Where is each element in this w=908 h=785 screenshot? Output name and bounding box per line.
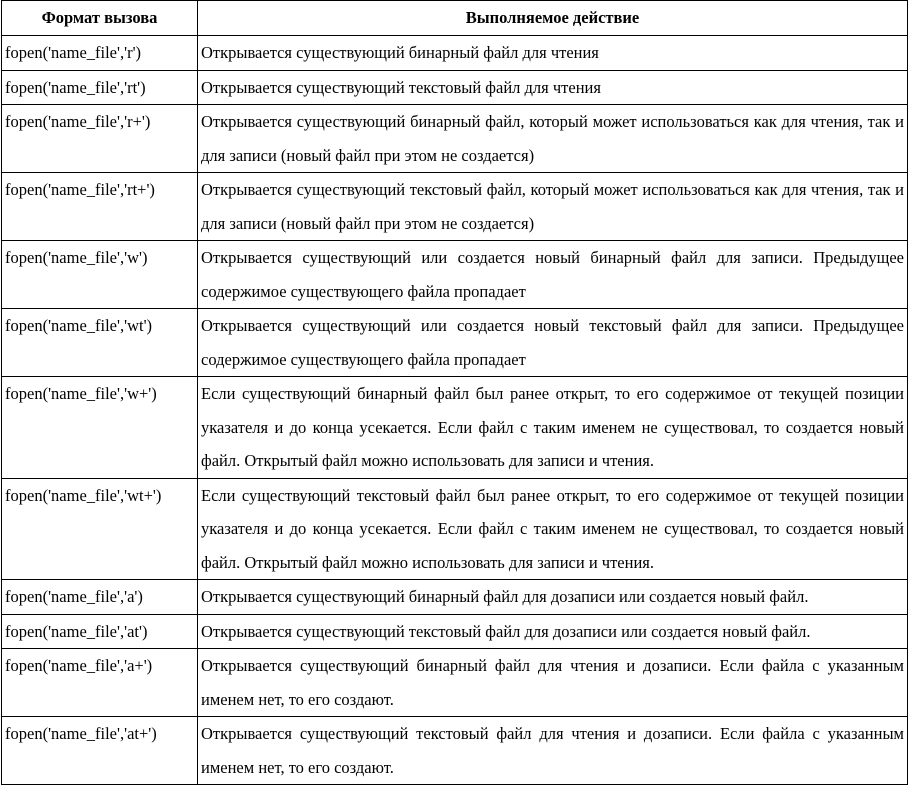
table-row: [2, 36, 908, 71]
format-cell: fopen('name_file','rt+'): [2, 173, 198, 241]
format-cell: fopen('name_file','r'): [2, 36, 198, 71]
action-cell: Если существующий бинарный файл был ранее открыт, то его содержимое от текущей позиции указателя и до конца усекается. Если файл с таким именем не существовал, то создается новый файл. Открытый файл можно использовать для записи и чтения.: [198, 377, 908, 479]
format-cell: fopen('name_file','a'): [2, 580, 198, 615]
table-row: [2, 377, 908, 479]
table-header-row: [2, 1, 908, 36]
format-cell: fopen('name_file','wt'): [2, 309, 198, 377]
table-row: [2, 478, 908, 580]
table-row: [2, 70, 908, 105]
action-cell: Открывается существующий или создается новый текстовый файл для записи. Предыдущее содержимое существующего файла пропадает: [198, 309, 908, 377]
table-row: [2, 614, 908, 649]
action-cell: Открывается существующий бинарный файл, который может использоваться как для чтения, так и для записи (новый файл при этом не создается): [198, 105, 908, 173]
format-cell: fopen('name_file','w+'): [2, 377, 198, 479]
table-row: [2, 649, 908, 717]
table-row: [2, 173, 908, 241]
action-cell: Открывается существующий текстовый файл для чтения: [198, 70, 908, 105]
format-cell: fopen('name_file','rt'): [2, 70, 198, 105]
action-cell: Открывается существующий текстовый файл, который может использоваться как для чтения, так и для записи (новый файл при этом не создается): [198, 173, 908, 241]
action-cell: Если существующий текстовый файл был ранее открыт, то его содержимое от текущей позиции указателя и до конца усекается. Если файл с таким именем не существовал, то создается новый файл. Открытый файл можно использовать для записи и чтения.: [198, 478, 908, 580]
fopen-modes-table: [1, 0, 908, 785]
table-row: [2, 105, 908, 173]
table-row: [2, 309, 908, 377]
format-cell: fopen('name_file','r+'): [2, 105, 198, 173]
header-format: Формат вызова: [2, 1, 198, 36]
action-cell: Открывается существующий или создается новый бинарный файл для записи. Предыдущее содержимое существующего файла пропадает: [198, 241, 908, 309]
table-row: [2, 241, 908, 309]
action-cell: Открывается существующий бинарный файл для дозаписи или создается новый файл.: [198, 580, 908, 615]
header-action: Выполняемое действие: [198, 1, 908, 36]
format-cell: fopen('name_file','at'): [2, 614, 198, 649]
action-cell: Открывается существующий бинарный файл для чтения и дозаписи. Если файла с указанным именем нет, то его создают.: [198, 649, 908, 717]
format-cell: fopen('name_file','w'): [2, 241, 198, 309]
format-cell: fopen('name_file','a+'): [2, 649, 198, 717]
format-cell: fopen('name_file','at+'): [2, 717, 198, 785]
action-cell: Открывается существующий текстовый файл для чтения и дозаписи. Если файла с указанным именем нет, то его создают.: [198, 717, 908, 785]
format-cell: fopen('name_file','wt+'): [2, 478, 198, 580]
action-cell: Открывается существующий текстовый файл для дозаписи или создается новый файл.: [198, 614, 908, 649]
table-row: [2, 717, 908, 785]
action-cell: Открывается существующий бинарный файл для чтения: [198, 36, 908, 71]
table-row: [2, 580, 908, 615]
